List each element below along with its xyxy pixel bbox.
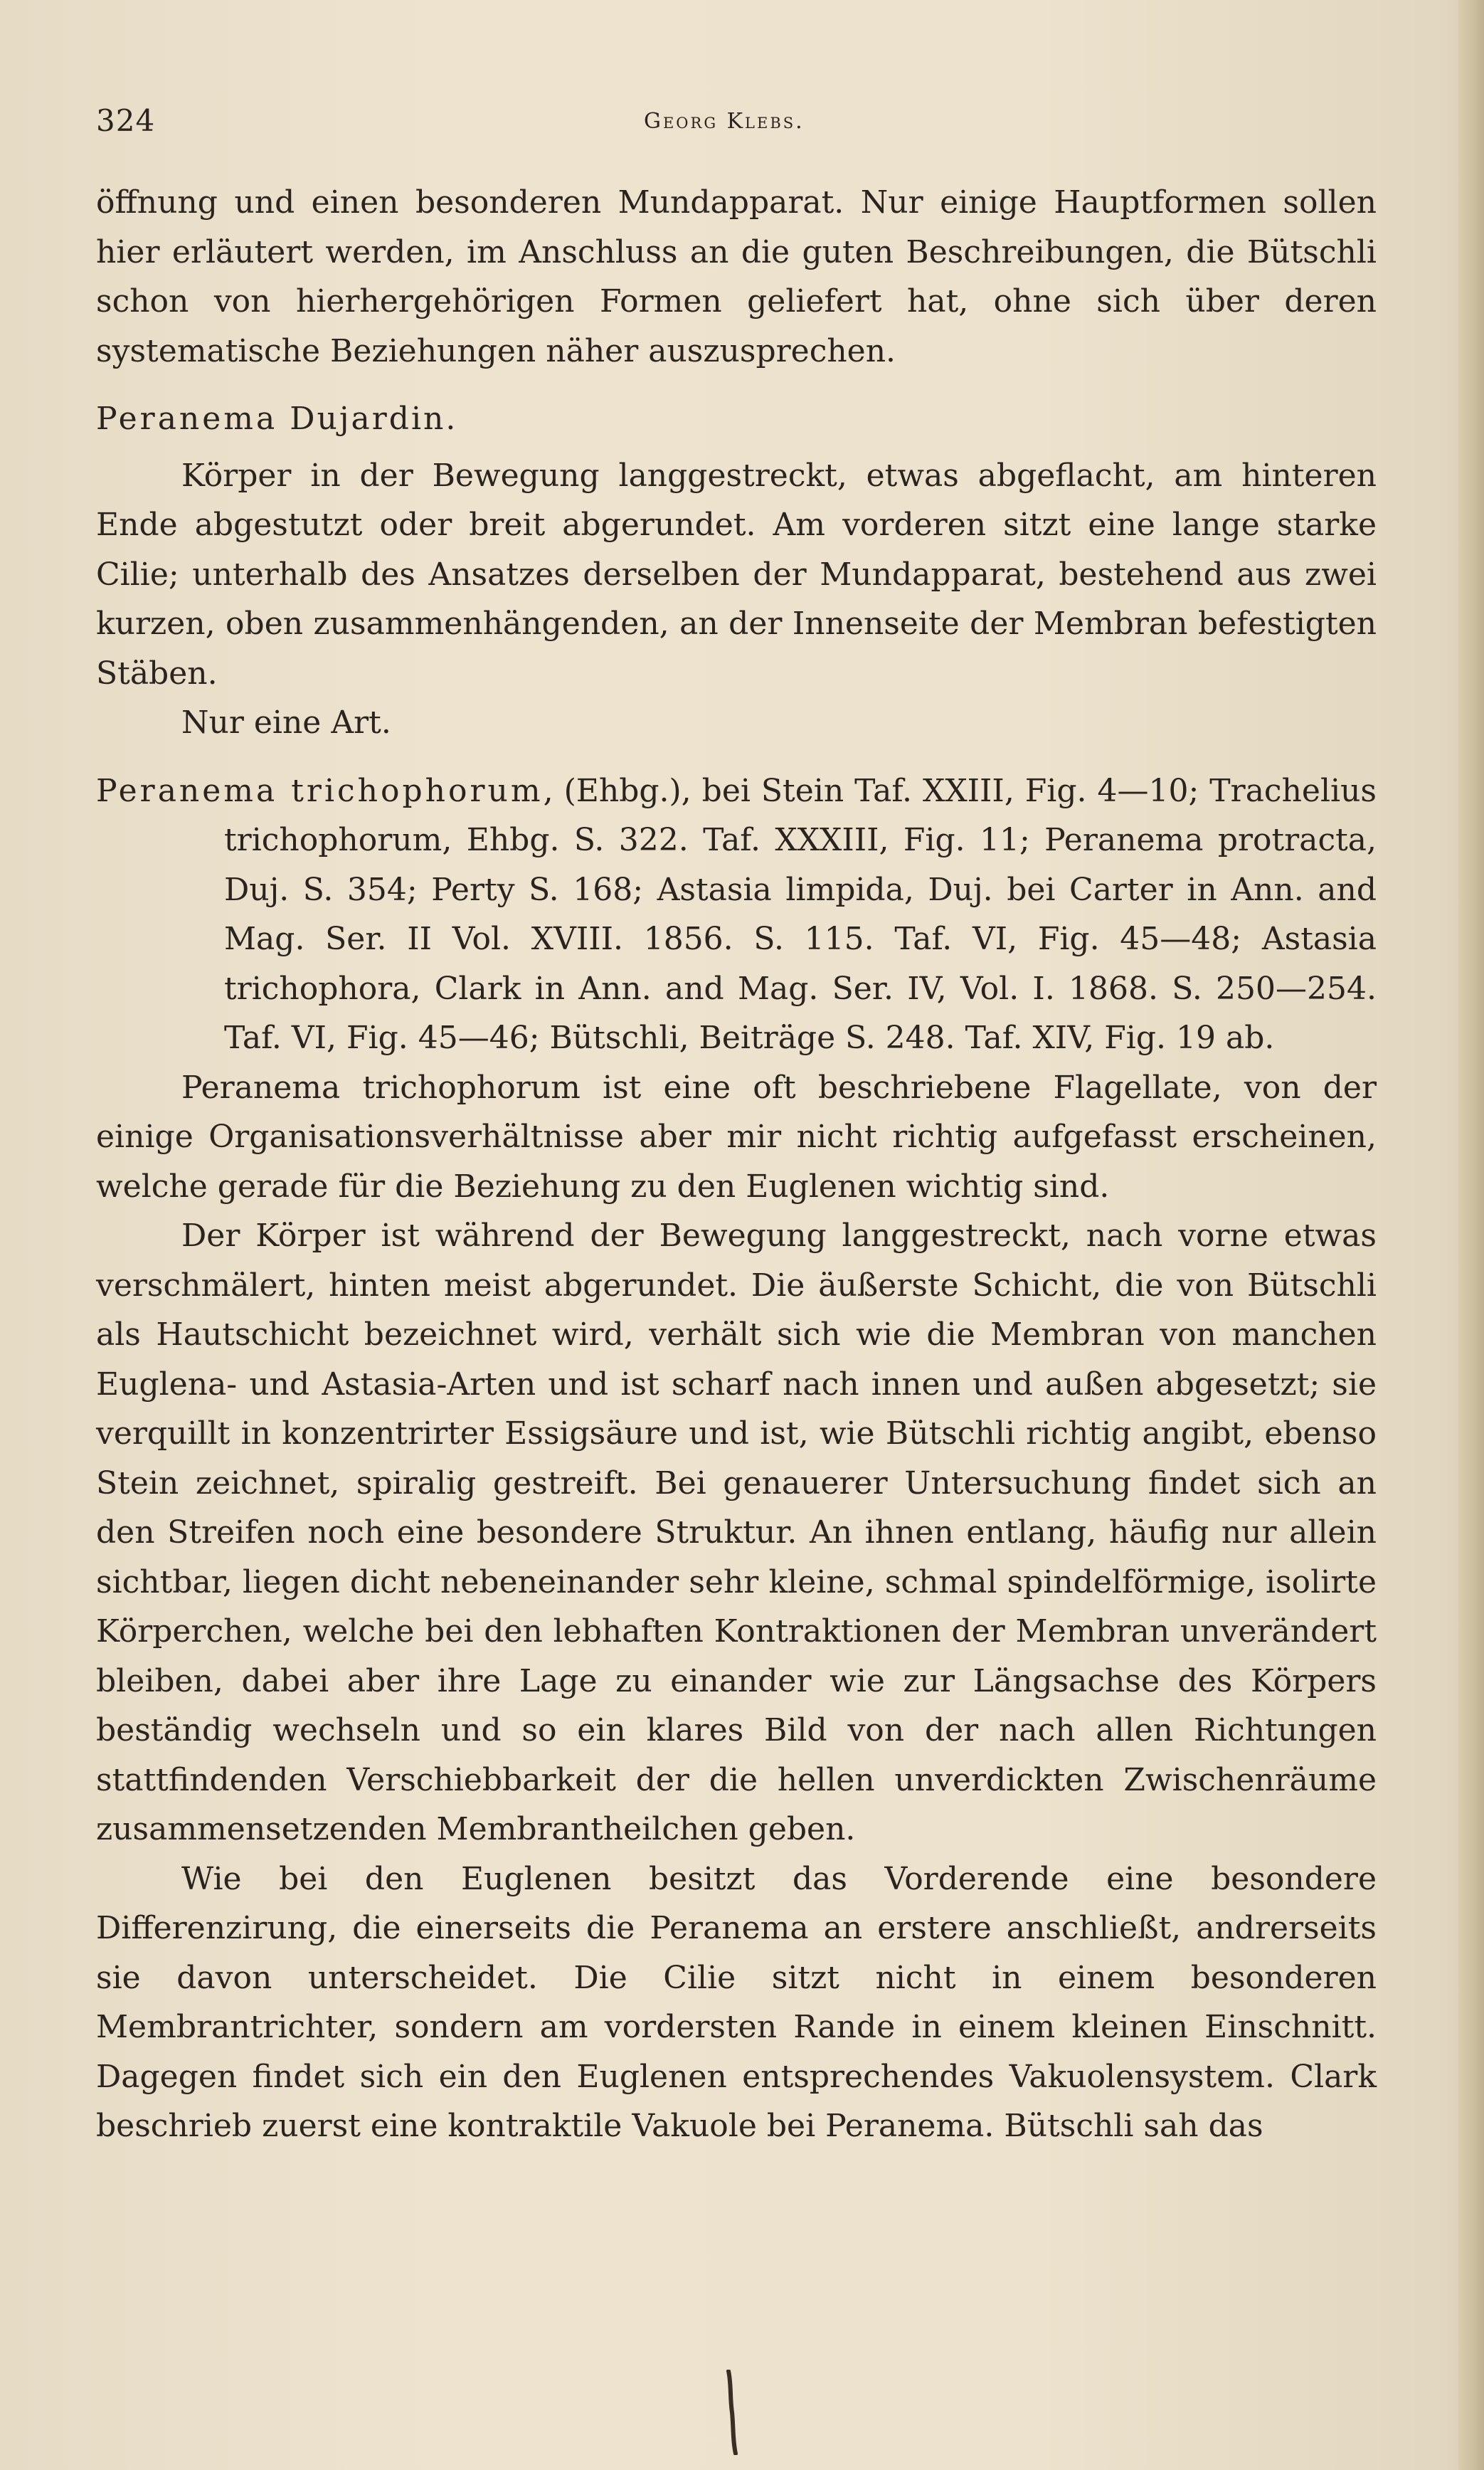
page-header [96,103,1377,146]
species-name: Peranema trichophorum [96,772,544,809]
genus-heading [96,394,1377,444]
paragraph: Wie bei den Euglenen besitzt das Vorderende eine besondere Differenzirung, die einerseits die Peranema an erstere anschließt, andrerseits sie davon unterscheidet. Die Cilie sitzt nicht in einem besonderen Membrantrichter, sondern am vordersten Rande in einem kleinen Einschnitt. Dagegen findet sich ein den Euglenen entsprechendes Vakuolensystem. Clark beschrieb zuerst eine kontraktile Vakuole bei Peranema. Bütschli sah das [96,1860,1377,2144]
page-body [96,178,1377,2151]
ink-mark [724,2370,740,2455]
paragraph: Nur eine Art. [181,704,391,741]
paragraph: Der Körper ist während der Bewegung langgestreckt, nach vorne etwas verschmälert, hinten meist abgerundet. Die äußerste Schicht, die von Bütschli als Hautschicht bezeichnet wird, verhält sich wie die Membran von manchen Euglena- und Astasia-Arten und ist scharf nach innen und außen abgesetzt; sie verquillt in konzentrirter Essigsäure und ist, wie Bütschli richtig angibt, ebenso Stein zeichnet, spiralig gestreift. Bei genauerer Untersuchung findet sich an den Streifen noch eine besondere Struktur. An ihnen entlang, häufig nur allein sichtbar, liegen dicht nebeneinander sehr kleine, schmal spindelförmige, isolirte Körperchen, welche bei den lebhaften Kontraktionen der Membran unverändert bleiben, dabei aber ihre Lage zu einander wie zur Längsachse des Körpers beständig wechseln und so ein klares Bild von der nach allen Richtungen stattfindenden Verschiebbarkeit der die hellen unverdickten Zwischenräume zusammensetzenden Membrantheilchen geben. [96,1218,1377,1847]
running-head: Georg Klebs. [644,109,805,134]
page-number: 324 [96,103,156,138]
paragraph: Peranema trichophorum ist eine oft beschriebene Flagellate, von der einige Organisationsverhältnisse aber mir nicht richtig aufgefasst erscheinen, welche gerade für die Beziehung zu den Euglenen wichtig sind. [96,1069,1377,1205]
paragraph: öffnung und einen besonderen Mundapparat. Nur einige Hauptformen sollen hier erläutert werden, im Anschluss an die guten Beschreibungen, die Bütschli schon von hierhergehörigen Formen geliefert hat, ohne sich über deren systematische Beziehungen näher auszusprechen. [96,184,1377,369]
paragraph: Körper in der Bewegung langgestreckt, etwas abgeflacht, am hinteren Ende abgestutzt oder breit abgerundet. Am vorderen sitzt eine lange starke Cilie; unterhalb des Ansatzes derselben der Mundapparat, bestehend aus zwei kurzen, oben zusammenhängenden, an der Innenseite der Membran befestigten Stäben. [96,457,1377,692]
species-synonymy: , (Ehbg.), bei Stein Taf. XXIII, Fig. 4—10; Trachelius trichophorum, Ehbg. S. 322. Taf. XXXIII, Fig. 11; Peranema protracta, Duj. S. 354; Perty S. 168; Astasia limpida, Duj. bei Carter in Ann. and Mag. Ser. II Vol. XVIII. 1856. S. 115. Taf. VI, Fig. 45—48; Astasia trichophora, Clark in Ann. and Mag. Ser. IV, Vol. I. 1868. S. 250—254. Taf. VI, Fig. 45—46; Bütschli, Beiträge S. 248. Taf. XIV, Fig. 19 ab. [224,772,1377,1056]
page-edge [1458,0,1484,2470]
genus-name: Peranema [96,401,278,437]
species-entry [96,766,1377,1063]
genus-author: Dujardin. [290,401,458,437]
